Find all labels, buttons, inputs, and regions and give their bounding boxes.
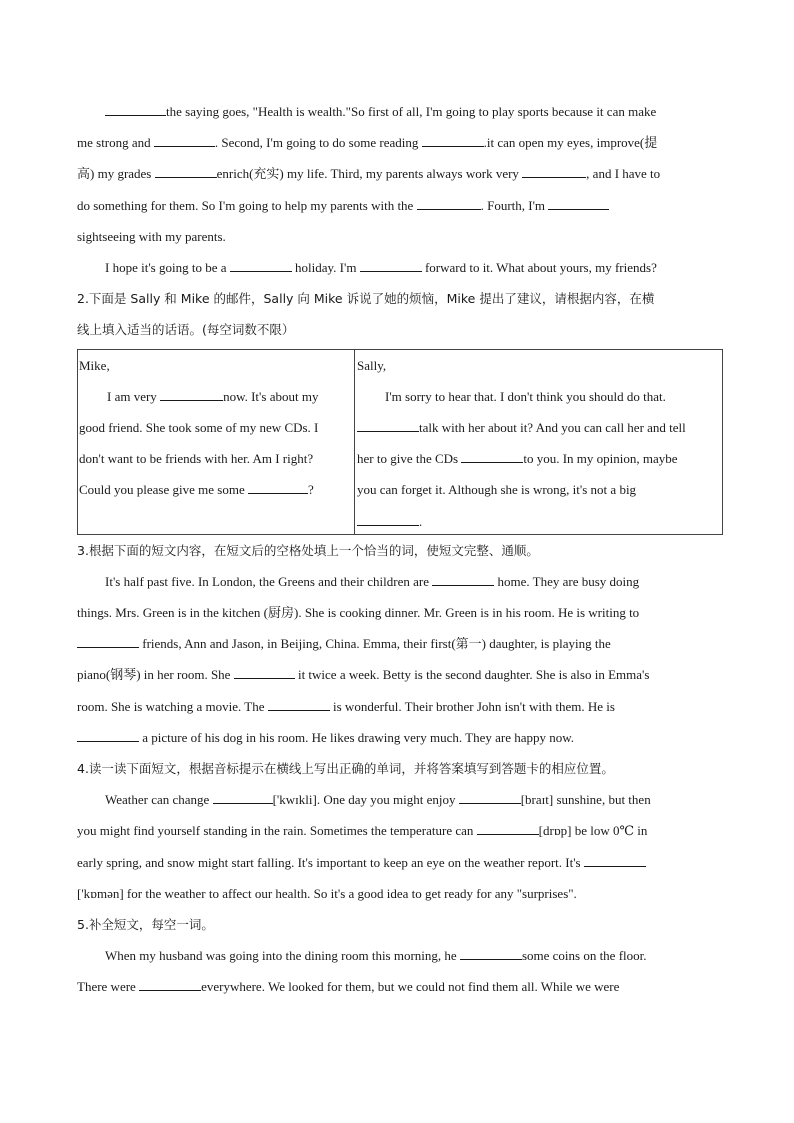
question-5-instruction: 5.补全短文，每空一词。 bbox=[77, 917, 214, 933]
answer-blank[interactable] bbox=[155, 165, 217, 178]
answer-blank[interactable] bbox=[461, 450, 523, 463]
question-3-instruction: 3.根据下面的短文内容，在短文后的空格处填上一个恰当的词，使短文完整、通顺。 bbox=[77, 542, 539, 558]
answer-blank[interactable] bbox=[548, 197, 609, 210]
text-line: It's half past five. In London, the Greens and their children are home. They are busy doing bbox=[105, 573, 640, 589]
text-line: Weather can change ['kwɪkli]. One day you might enjoy [braɪt] sunshine, but then bbox=[105, 792, 651, 808]
answer-blank[interactable] bbox=[139, 978, 201, 991]
email-greeting: Mike, bbox=[79, 357, 110, 373]
answer-blank[interactable] bbox=[417, 197, 481, 210]
text-line: early spring, and snow might start falling. It's important to keep an eye on the weather report. It's bbox=[77, 847, 723, 878]
answer-blank[interactable] bbox=[360, 259, 422, 272]
text-line: you might find yourself standing in the rain. Sometimes the temperature can [drɒp] be low 0℃ in bbox=[77, 823, 648, 839]
answer-blank[interactable] bbox=[522, 165, 586, 178]
answer-blank[interactable] bbox=[248, 481, 308, 494]
email-table bbox=[77, 349, 723, 535]
text-line: . bbox=[357, 506, 722, 537]
text-line: room. She is watching a movie. The is wonderful. Their brother John isn't with them. He is bbox=[77, 698, 615, 714]
text-line: I'm sorry to hear that. I don't think you should do that. bbox=[385, 388, 666, 404]
answer-blank[interactable] bbox=[422, 134, 484, 147]
answer-blank[interactable] bbox=[357, 513, 419, 526]
answer-blank[interactable] bbox=[357, 419, 419, 432]
answer-blank[interactable] bbox=[432, 573, 494, 586]
email-greeting: Sally, bbox=[357, 357, 387, 373]
answer-blank[interactable] bbox=[160, 388, 223, 401]
answer-blank[interactable] bbox=[105, 103, 166, 116]
question-4-instruction: 4.读一读下面短文，根据音标提示在横线上写出正确的单词，并将答案填写到答题卡的相应位置。 bbox=[77, 761, 614, 777]
question-2-instruction: 2.下面是 Sally 和 Mike 的邮件，Sally 向 Mike 诉说了她的烦恼，Mike 提出了建议，请根据内容，在横 bbox=[77, 291, 655, 307]
email-from-mike bbox=[355, 350, 722, 534]
text-line: There were everywhere. We looked for them, but we could not find them all. While we were bbox=[77, 979, 620, 995]
answer-blank[interactable] bbox=[213, 791, 273, 804]
answer-blank[interactable] bbox=[230, 259, 292, 272]
text-line: When my husband was going into the dining room this morning, he some coins on the floor. bbox=[105, 948, 647, 964]
worksheet-page bbox=[77, 96, 723, 1003]
text-line: ['kɒmən] for the weather to affect our health. So it's a good idea to get ready for any "surprises". bbox=[77, 885, 577, 901]
answer-blank[interactable] bbox=[477, 822, 539, 835]
text-line: don't want to be friends with her. Am I right? bbox=[79, 451, 314, 467]
text-line: I am very now. It's about my bbox=[107, 388, 319, 404]
answer-blank[interactable] bbox=[77, 729, 139, 742]
question-2-instruction: 线上填入适当的话语。(每空词数不限） bbox=[77, 322, 295, 338]
text-line: you can forget it. Although she is wrong, it's not a big bbox=[357, 482, 637, 498]
text-line: 高) my grades enrich(充实) my life. Third, my parents always work very , and I have to bbox=[77, 166, 661, 182]
text-line: me strong and . Second, I'm going to do some reading .it can open my eyes, improve(提 bbox=[77, 135, 658, 151]
answer-blank[interactable] bbox=[584, 854, 646, 867]
text-line: her to give the CDs to you. In my opinion, maybe bbox=[357, 451, 678, 467]
text-line: I hope it's going to be a holiday. I'm forward to it. What about yours, my friends? bbox=[105, 260, 657, 276]
answer-blank[interactable] bbox=[460, 947, 522, 960]
answer-blank[interactable] bbox=[154, 134, 215, 147]
answer-blank[interactable] bbox=[459, 791, 521, 804]
text-line: do something for them. So I'm going to help my parents with the . Fourth, I'm bbox=[77, 190, 723, 221]
answer-blank[interactable] bbox=[77, 635, 139, 648]
text-line: good friend. She took some of my new CDs. I bbox=[79, 420, 319, 436]
text-line: piano(钢琴) in her room. She it twice a week. Betty is the second daughter. She is also in Emma's bbox=[77, 667, 650, 683]
text-line: friends, Ann and Jason, in Beijing, China. Emma, their first(第一) daughter, is playing the bbox=[77, 628, 723, 659]
text-line: a picture of his dog in his room. He likes drawing very much. They are happy now. bbox=[77, 722, 723, 753]
text-line: the saying goes, "Health is wealth."So first of all, I'm going to play sports because it can make bbox=[77, 96, 723, 127]
text-line: talk with her about it? And you can call her and tell bbox=[357, 412, 722, 443]
text-line: things. Mrs. Green is in the kitchen (厨房). She is cooking dinner. Mr. Green is in his room. He is writing to bbox=[77, 605, 640, 621]
email-from-sally bbox=[78, 350, 355, 534]
text-line: Could you please give me some ? bbox=[79, 482, 314, 498]
answer-blank[interactable] bbox=[268, 698, 330, 711]
answer-blank[interactable] bbox=[234, 666, 295, 679]
text-line: sightseeing with my parents. bbox=[77, 228, 226, 244]
